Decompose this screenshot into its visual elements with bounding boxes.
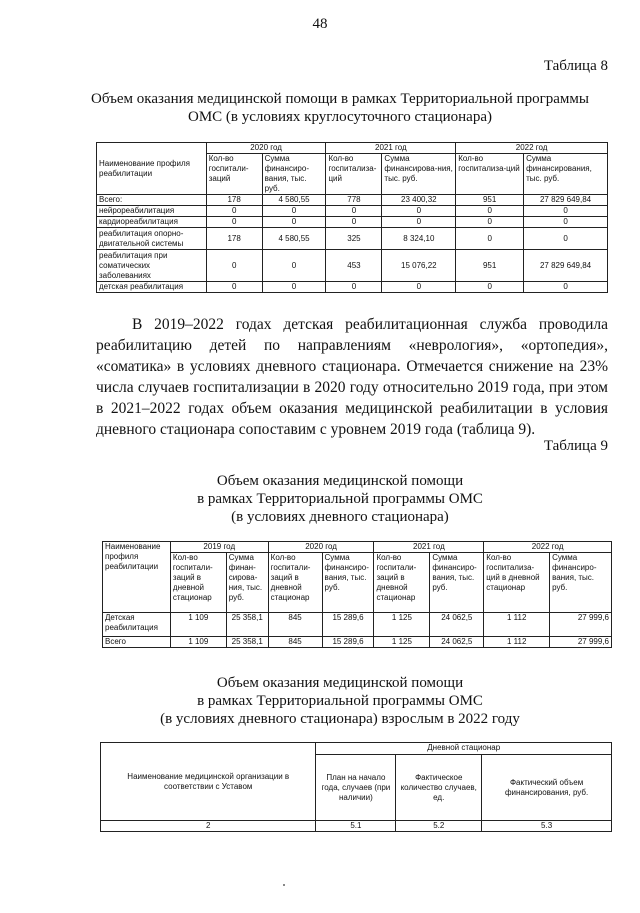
cell: 4 580,55 [262,195,326,206]
table8-label: Таблица 8 [543,58,608,74]
table8-subheader: Сумма финансиро-вания, тыс. руб. [262,154,326,195]
table9-header-profile: Наименование профиля реабилитации [103,542,171,613]
table10-title-line1: Объем оказания медицинской помощи [216,675,464,691]
table10-subheader: Фактический объем финансирования, руб. [482,755,612,821]
table8-header-profile: Наименование профиля реабилитации [97,143,207,195]
table8-year-2021: 2021 год [326,143,456,154]
table8 [96,142,608,293]
cell: 178 [206,195,262,206]
table9-subheader: Кол-во госпитали-заций в дневной стационар [374,553,430,613]
row-name: Детская реабилитация [103,613,171,637]
table8-subheader: Кол-во госпитализа-ций [326,154,382,195]
cell: 0 [206,282,262,293]
cell: 778 [326,195,382,206]
table-row [97,250,608,282]
table9-year-2020: 2020 год [268,542,374,553]
scan-speck [283,884,285,886]
table9-subheader: Сумма финансиро-вания, тыс. руб. [430,553,484,613]
table-row [103,613,612,637]
table-row [97,282,608,293]
cell: 453 [326,250,382,282]
cell: 0 [524,282,608,293]
table-row [103,637,612,648]
table-row [97,195,608,206]
table9-year-2021: 2021 год [374,542,484,553]
cell: 845 [268,613,322,637]
cell: 0 [206,250,262,282]
row-name: нейрореабилитация [97,206,207,217]
table10-subheader: Фактическое количество случаев, ед. [396,755,482,821]
cell: 1 125 [374,637,430,648]
cell: 27 999,6 [550,637,612,648]
row-name: Всего [103,637,171,648]
cell: 27 829 649,84 [524,195,608,206]
cell: 1 109 [170,637,226,648]
row-name: кардиореабилитация [97,217,207,228]
row-name: реабилитация опорно-двигательной системы [97,228,207,250]
table9-title-line3: (в условиях дневного стационара) [231,509,449,525]
cell: 0 [206,206,262,217]
column-number: 5.3 [482,821,612,832]
table-row [97,217,608,228]
cell: 845 [268,637,322,648]
table9-year-2022: 2022 год [484,542,612,553]
table9-label: Таблица 9 [543,438,608,454]
table9-subheader: Кол-во госпитализа-ций в дневной стационар [484,553,550,613]
cell: 8 324,10 [382,228,456,250]
table10-title [60,674,620,728]
cell: 4 580,55 [262,228,326,250]
cell: 0 [456,206,524,217]
table8-title [60,90,620,126]
table10-header-day-hospital: Дневной стационар [316,743,612,755]
cell: 951 [456,195,524,206]
table8-subheader: Кол-во госпитали-заций [206,154,262,195]
cell: 0 [262,250,326,282]
column-number: 5.2 [396,821,482,832]
cell: 0 [262,206,326,217]
column-number: 2 [101,821,316,832]
cell: 1 112 [484,613,550,637]
cell: 15 289,6 [322,637,374,648]
cell: 0 [206,217,262,228]
table9-title-line2: в рамках Территориальной программы ОМС [197,491,483,507]
table8-title-line2: ОМС (в условиях круглосуточного стационара) [188,109,492,125]
table9-subheader: Сумма финансиро-вания, тыс. руб. [322,553,374,613]
table8-subheader: Сумма финансирова-ния, тыс. руб. [382,154,456,195]
cell: 0 [326,282,382,293]
column-number: 5.1 [316,821,396,832]
cell: 15 076,22 [382,250,456,282]
cell: 0 [326,206,382,217]
table9-subheader: Сумма финан-сирова-ния, тыс. руб. [226,553,268,613]
cell: 0 [524,217,608,228]
cell: 0 [524,206,608,217]
cell: 0 [382,206,456,217]
cell: 24 062,5 [430,613,484,637]
cell: 27 999,6 [550,613,612,637]
cell: 24 062,5 [430,637,484,648]
cell: 0 [326,217,382,228]
cell: 325 [326,228,382,250]
table10-title-line3: (в условиях дневного стационара) взрослым в 2022 году [160,711,520,727]
table8-year-2020: 2020 год [206,143,326,154]
table10-subheader: План на начало года, случаев (при наличии) [316,755,396,821]
table9-year-2019: 2019 год [170,542,268,553]
row-name: реабилитация при соматических заболеваниях [97,250,207,282]
cell: 1 112 [484,637,550,648]
table8-subheader: Кол-во госпитализа-ций [456,154,524,195]
cell: 951 [456,250,524,282]
cell: 27 829 649,84 [524,250,608,282]
cell: 15 289,6 [322,613,374,637]
cell: 25 358,1 [226,637,268,648]
table9-title-line1: Объем оказания медицинской помощи [216,473,464,489]
page-number: 48 [312,16,328,32]
table9 [102,541,612,648]
cell: 0 [524,228,608,250]
cell: 0 [382,282,456,293]
table10 [100,742,612,832]
table-row [101,821,612,832]
cell: 0 [262,282,326,293]
cell: 23 400,32 [382,195,456,206]
table8-subheader: Сумма финансирования, тыс. руб. [524,154,608,195]
cell: 0 [456,282,524,293]
table10-title-line2: в рамках Территориальной программы ОМС [197,693,483,709]
cell: 178 [206,228,262,250]
table9-subheader: Кол-во госпитали-заций в дневной стационар [268,553,322,613]
cell: 0 [456,217,524,228]
cell: 1 109 [170,613,226,637]
cell: 0 [456,228,524,250]
table-row [97,206,608,217]
row-name: детская реабилитация [97,282,207,293]
table-row [97,228,608,250]
table10-header-org: Наименование медицинской организации в соответствии с Уставом [101,743,316,821]
table8-title-line1: Объем оказания медицинской помощи в рамках Территориальной программы [91,91,589,107]
cell: 0 [262,217,326,228]
cell: 1 125 [374,613,430,637]
table9-subheader: Кол-во госпитали-заций в дневной стационар [170,553,226,613]
paragraph-text: В 2019–2022 годах детская реабилитационная служба проводила реабилитацию детей по направлениям «неврология», «ортопедия», «соматика» в условиях дневного стационара. Отмечается снижение на 23% числа случаев госпитализации в 2020 году относительно 2019 года, при этом в 2021–2022 годах объем оказания медицинской реабилитации в условия дневного стационара сопоставим с уровнем 2019 года (таблица 9). [96,316,608,438]
body-paragraph [96,314,608,440]
cell: 25 358,1 [226,613,268,637]
cell: 0 [382,217,456,228]
table9-title [60,472,620,526]
row-name: Всего: [97,195,207,206]
table9-subheader: Сумма финансиро-вания, тыс. руб. [550,553,612,613]
table8-year-2022: 2022 год [456,143,608,154]
